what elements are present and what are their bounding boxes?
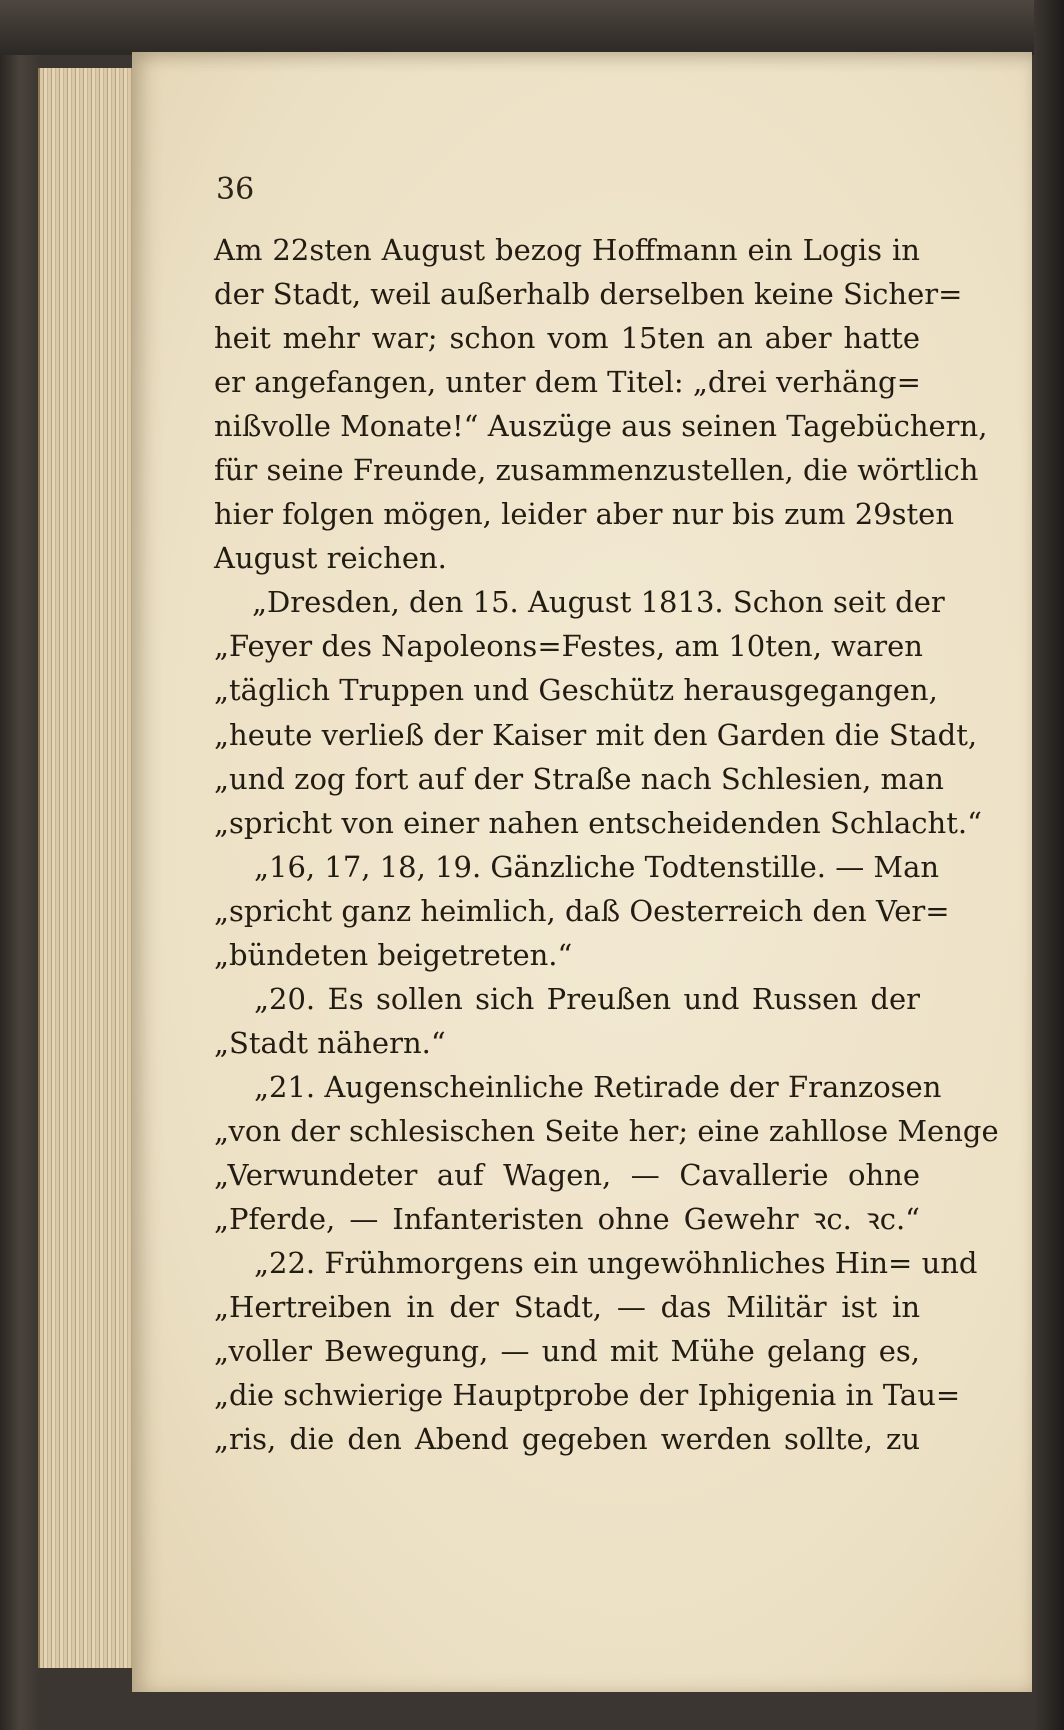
text-line: „von der schlesischen Seite her; eine zahllose Menge [214,1113,999,1148]
book-cover-top [0,0,1064,55]
page-number: 36 [216,172,255,207]
text-line: nißvolle Monate!“ Auszüge aus seinen Tagebüchern, [214,409,988,444]
text-line: August reichen. [214,541,447,576]
text-line: Am 22sten August bezog Hoffmann ein Logis in [214,233,920,267]
text-line: „21. Augenscheinliche Retirade der Franzosen [254,1069,942,1104]
text-line: „22. Frühmorgens ein ungewöhnliches Hin= und [254,1246,978,1281]
page-edges [38,68,136,1668]
text-line: „bündeten beigetreten.“ [214,937,573,972]
text-line: er angefangen, unter dem Titel: „drei verhäng= [214,365,921,400]
text-line: „Dresden, den 15. August 1813. Schon seit der [252,585,945,620]
text-line: „Hertreiben in der Stadt, — das Militär ist in [214,1290,920,1325]
text-line: „spricht von einer nahen entscheidenden Schlacht.“ [214,805,982,840]
text-line: „spricht ganz heimlich, daß Oesterreich den Ver= [214,893,950,928]
text-line: „Stadt nähern.“ [214,1025,446,1060]
text-line: „täglich Truppen und Geschütz herausgegangen, [214,673,938,708]
text-line: „Pferde, — Infanteristen ohne Gewehr ꝛc. ꝛc.“ [214,1202,920,1237]
text-line: „die schwierige Hauptprobe der Iphigenia in Tau= [214,1378,961,1413]
text-line: „20. Es sollen sich Preußen und Russen der [254,981,920,1016]
text-line: „16, 17, 18, 19. Gänzliche Todtenstille. — Man [254,849,940,884]
text-line: „Feyer des Napoleons=Festes, am 10ten, waren [214,629,923,664]
text-line: „Verwundeter auf Wagen, — Cavallerie ohne [214,1157,920,1192]
book-cover-right [1034,0,1064,1730]
text-line: „ris, die den Abend gegeben werden sollte, zu [214,1422,920,1457]
body-text [214,228,999,1461]
text-line: heit mehr war; schon vom 15ten an aber hatte [214,321,920,356]
text-line: hier folgen mögen, leider aber nur bis zum 29sten [214,497,955,532]
text-line: „voller Bewegung, — und mit Mühe gelang es, [214,1334,920,1369]
text-line: „und zog fort auf der Straße nach Schlesien, man [214,761,944,796]
book-page [132,52,1032,1692]
text-line: für seine Freunde, zusammenzustellen, die wörtlich [214,453,979,488]
text-line: „heute verließ der Kaiser mit den Garden die Stadt, [214,717,978,752]
text-line: der Stadt, weil außerhalb derselben keine Sicher= [214,277,963,312]
